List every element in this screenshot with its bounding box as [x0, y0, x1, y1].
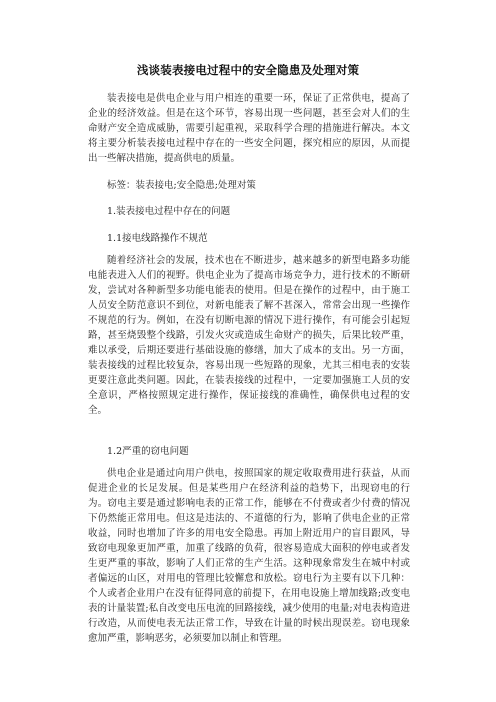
section-heading-1-1: 1.1接电线路操作不规范: [107, 233, 208, 244]
body-paragraph-1-1: 随着经济社会的发展，技术也在不断进步，越来越多的新型电路多功能电能表进入人们的视野。供电企业为了提高市场竞争力，进行技术的不断研发，尝试对各种新型多功能电能表的使用。但是在操作的过程中，由于施工人员安全防范意识不到位，对新电能表了解不甚深入，常常会出现一些操作不规范的行为。例如，在没有切断电源的情况下进行操作，有可能会引起短路，甚至烧毁整个线路，引发火灾或造成生命财产的损失，后果比较严重，难以承受，后期还要进行基础设施的修缮，加大了成本的支出。另一方面，装表接线的过程比较复杂，容易出现一些短路的现象，尤其三相电表的安装更要注意此类问题。因此，在装表接线的过程中，一定要加强施工人员的安全意识，严格按照规定进行操作，保证接线的准确性，确保供电过程的安全。: [88, 255, 410, 416]
document-title: 浅谈装表接电过程中的安全隐患及处理对策: [136, 63, 360, 77]
keywords-line: 标签：装表接电;安全隐患;处理对策: [107, 180, 256, 191]
abstract-paragraph: 装表接电是供电企业与用户相连的重要一环，保证了正常供电，提高了企业的经济效益。但是在这个环节，容易出现一些问题，甚至会对人们的生命财产安全造成威胁，需要引起重视，采取科学合理的措施进行解决。本文将主要分析装表接电过程中存在的一些安全问题，探究相应的原因，从而提出一些解决措施，提高供电的质量。: [88, 93, 410, 164]
section-heading-1-2: 1.2严重的窃电问题: [107, 446, 189, 457]
section-heading-1: 1.装表接电过程中存在的问题: [107, 206, 231, 217]
body-paragraph-1-2: 供电企业是通过向用户供电，按照国家的规定收取费用进行获益，从而促进企业的长足发展。但是某些用户在经济利益的趋势下，出现窃电的行为。窃电主要是通过影响电表的正常工作，能够在不付费或者少付费的情况下仍然能正常用电。但这是违法的、不道德的行为，影响了供电企业的正常收益，同时也增加了许多的用电安全隐患。再加上附近用户的盲目跟风，导致窃电现象更加严重，加重了线路的负荷，很容易造成大面积的停电或者发生更严重的事故，影响了人们正常的生产生活。这种现象常发生在城中村或者偏远的山区，对用电的管理比较懈怠和放松。窃电行为主要有以下几种：个人或者企业用户在没有征得同意的前提下，在用电设施上增加线路;改变电表的计量装置;私自改变电压电流的回路接线，减少使用的电量;对电表构造进行改造，从而使电表无法正常工作，导致在计量的时候出现误差。窃电现象愈加严重，影响恶劣，必须要加以制止和管理。: [88, 468, 410, 644]
